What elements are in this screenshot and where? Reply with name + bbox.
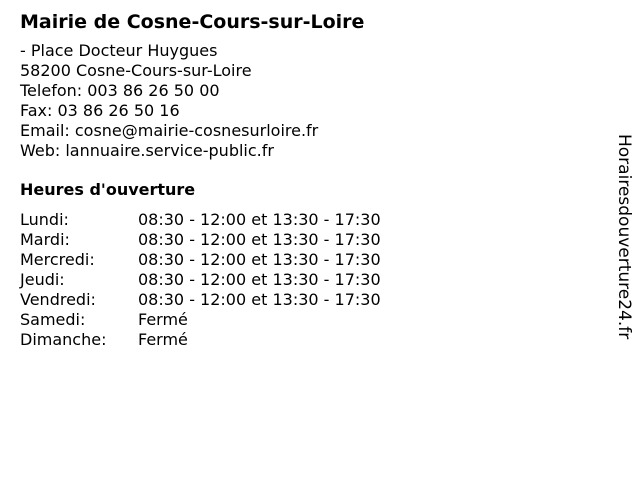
opening-hours-table: [20, 210, 580, 350]
hours-day-label: Jeudi:: [20, 270, 65, 289]
hours-time-value: 08:30 - 12:00 et 13:30 - 17:30: [138, 230, 381, 249]
hours-time-value: Fermé: [138, 330, 188, 349]
hours-row-tuesday: [20, 230, 580, 250]
hours-day-label: Lundi:: [20, 210, 69, 229]
hours-time-value: 08:30 - 12:00 et 13:30 - 17:30: [138, 270, 381, 289]
address-line-street: - Place Docteur Huygues: [20, 41, 218, 60]
web-line: Web: lannuaire.service-public.fr: [20, 141, 274, 160]
opening-hours-heading: Heures d'ouverture: [20, 180, 196, 199]
hours-row-thursday: [20, 270, 580, 290]
office-title: Mairie de Cosne-Cours-sur-Loire: [20, 11, 365, 33]
hours-day-label: Dimanche:: [20, 330, 107, 349]
address-line-city: 58200 Cosne-Cours-sur-Loire: [20, 61, 252, 80]
hours-day-label: Vendredi:: [20, 290, 96, 309]
hours-row-wednesday: [20, 250, 580, 270]
fax-line: Fax: 03 86 26 50 16: [20, 101, 180, 120]
office-card: [20, 9, 580, 350]
email-line: Email: cosne@mairie-cosnesurloire.fr: [20, 121, 319, 140]
hours-row-saturday: [20, 310, 580, 330]
site-brand-vertical: Horairesdouverture24.fr: [614, 134, 634, 340]
hours-time-value: Fermé: [138, 310, 188, 329]
phone-line: Telefon: 003 86 26 50 00: [20, 81, 220, 100]
hours-time-value: 08:30 - 12:00 et 13:30 - 17:30: [138, 250, 381, 269]
hours-row-friday: [20, 290, 580, 310]
hours-day-label: Mercredi:: [20, 250, 95, 269]
hours-row-monday: [20, 210, 580, 230]
hours-time-value: 08:30 - 12:00 et 13:30 - 17:30: [138, 210, 381, 229]
contact-block: [20, 41, 580, 161]
hours-day-label: Samedi:: [20, 310, 86, 329]
hours-row-sunday: [20, 330, 580, 350]
hours-day-label: Mardi:: [20, 230, 70, 249]
hours-time-value: 08:30 - 12:00 et 13:30 - 17:30: [138, 290, 381, 309]
